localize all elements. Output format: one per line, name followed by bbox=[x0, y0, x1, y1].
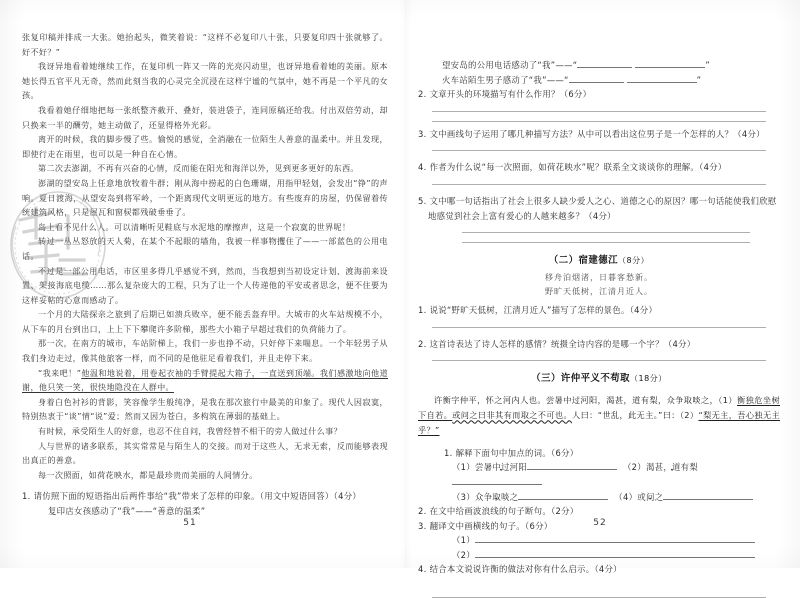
answer-blank[interactable] bbox=[518, 491, 608, 500]
translate-label: （2） bbox=[452, 549, 475, 560]
vocab-row bbox=[418, 460, 780, 489]
question-1-blank-row bbox=[418, 58, 780, 73]
question-number: 3. bbox=[418, 520, 427, 531]
question-1-blank-row bbox=[418, 73, 780, 88]
question-3 bbox=[418, 127, 780, 142]
answer-blank[interactable] bbox=[475, 534, 755, 543]
translate-row bbox=[418, 533, 780, 548]
paragraph: 每一次照面，如荷花映水，都是最珍贵而美丽的人间情分。 bbox=[38, 469, 258, 480]
question-4 bbox=[418, 160, 780, 175]
answer-rule[interactable] bbox=[432, 121, 766, 122]
blank-row-suffix: ” bbox=[705, 60, 710, 70]
question-2 bbox=[418, 87, 780, 102]
vocab-term: 或问之 bbox=[637, 491, 664, 502]
section-two-question-1 bbox=[418, 303, 780, 318]
underlined-clause-1: 衡独危坐树下自若。 bbox=[418, 394, 780, 420]
question-text: 翻译文中画横线的句子。（6分） bbox=[429, 520, 553, 531]
answer-rule[interactable] bbox=[432, 360, 766, 361]
question-text: 文中哪一句话指出了社会上很多人缺少爱人之心、道德之心的原因？哪一句话能使我们欣慰地感觉到社会上富有爱心的人越来越多？（4分） bbox=[428, 195, 777, 221]
section-three-label: （三）许仲平义不苟取 bbox=[531, 373, 631, 385]
answer-blank[interactable] bbox=[635, 59, 705, 68]
classical-chinese-passage bbox=[418, 393, 780, 438]
question-number: 5. bbox=[418, 195, 427, 206]
question-text: 文中画线句子运用了哪几种描写方法？从中可以看出这位男子是一个怎样的人？（4分） bbox=[429, 128, 765, 139]
section-three-heading bbox=[418, 370, 780, 384]
paragraph: 离开的时候，我的脚步慢了些。愉悦的感觉，全消融在一位陌生人善意的温柔中。并且发现，即使行走在雨里，也可以是一种自在心情。 bbox=[22, 134, 388, 159]
blank-row-prefix: 火车站陌生男子感动了“我”——“ bbox=[442, 74, 569, 85]
vocab-label: （1） bbox=[452, 462, 475, 473]
question-1-example: 复印店女孩感动了“我”——“善意的温柔” bbox=[48, 506, 206, 516]
vocab-label: （2） bbox=[622, 462, 646, 473]
question-text: 结合本文说说许衡的做法对你有什么启示。（4分） bbox=[429, 564, 622, 575]
poem-line: 移舟泊烟渚，日暮客愁新。 bbox=[545, 273, 653, 283]
passage-part: 人曰：“世乱，此无主。”曰：（2） bbox=[572, 409, 699, 420]
page-number-left: 51 bbox=[183, 518, 197, 528]
vocab-label: （4） bbox=[614, 491, 638, 502]
section-three-question-2 bbox=[418, 504, 780, 519]
section-three-question-1 bbox=[418, 446, 780, 461]
paragraph: 岛上看不见什么人。可以清晰听见鞋底与水泥地的摩擦声，这是一个寂寞的世界呢！ bbox=[38, 221, 351, 232]
paragraph: 一个月的大陆探亲之旅到了后期已如溃兵败卒，便不能丢盔弃甲。大城市的火车站规模不小，从下车的月台到出口，上上下下攀爬许多阶梯，那些大小箱子早超过我们的负荷能力了。 bbox=[22, 309, 388, 334]
vocab-term: 渴甚，道有梨 • bbox=[646, 462, 698, 473]
answer-blank[interactable] bbox=[452, 476, 542, 485]
answer-blank[interactable] bbox=[569, 74, 624, 83]
passage-part: 许衡字仲平，怀之河内人也。尝暑中过河阳，渴甚，道有梨，众争取啖之，（1） bbox=[434, 394, 738, 405]
answer-rule[interactable] bbox=[462, 242, 750, 243]
underlined-clause-2: “梨无主，吾心独无主乎？” bbox=[418, 409, 781, 435]
paragraph: 第二次去澎湖，不再有兴奋的心情，反而能在阳光和海洋以外，见到更多更好的东西。 bbox=[38, 163, 359, 174]
question-number: 1. bbox=[22, 491, 31, 502]
question-text: 这首诗表达了诗人怎样的感情？统摄全诗内容的是哪一个字？（4分） bbox=[429, 338, 696, 349]
translate-row bbox=[418, 548, 780, 563]
wavy-underlined-clause: 或问之曰非其有而取之不可也。 bbox=[452, 409, 573, 420]
paragraph: 张复印稿并排成一大张。她抬起头，微笑着说：“这样不必复印八十张，只要复印四十张就够了。好不好？” bbox=[22, 32, 388, 57]
blank-row-suffix: ” bbox=[696, 74, 702, 85]
right-page bbox=[400, 0, 800, 575]
section-two-heading bbox=[418, 252, 780, 266]
paragraph: 身着白色衬衫的背影，笑容像学生般纯净，是我在那次旅行中最美的印象了。现代人因寂寞，特别热衷于“谈”情“说”爱；然而又因为苍白，多构筑在薄弱的基础上。 bbox=[22, 396, 388, 422]
question-number: 3. bbox=[418, 128, 427, 139]
question-5 bbox=[418, 194, 780, 223]
paragraph: 有时候，承受陌生人的好意，也忍不住自问，我曾经替不相干的旁人做过什么事？ bbox=[38, 426, 342, 437]
question-number: 2. bbox=[418, 89, 427, 100]
section-three-question-4 bbox=[418, 562, 780, 577]
answer-rule[interactable] bbox=[432, 111, 766, 112]
vocab-term: 尝暑中过河阳 • bbox=[475, 462, 527, 473]
left-page bbox=[0, 0, 400, 568]
question-number: 2. bbox=[418, 338, 427, 349]
answer-rule[interactable] bbox=[432, 184, 766, 185]
paragraph: 我看着她仔细地把每一张纸整齐截开、叠好，装进袋子，连同原稿还给我。付出双倍劳动，却只换来一半的酬劳，她主动做了，还显得格外光彩。 bbox=[22, 104, 388, 130]
question-text: 作者为什么说“每一次照面，如荷花映水”呢？联系全文谈谈你的理解。（4分） bbox=[429, 162, 727, 173]
answer-rule[interactable] bbox=[432, 150, 766, 151]
page-number-right: 52 bbox=[593, 518, 607, 528]
question-text: 请仿照下面的短语指出后两件事给“我”带来了怎样的印象。（用文中短语回答）（4分） bbox=[33, 491, 362, 502]
question-text: 在文中给画波浪线的句子断句。（2分） bbox=[429, 506, 579, 517]
question-text: 说说“野旷天低树，江清月近人”描写了怎样的景色。（4分） bbox=[429, 305, 658, 316]
poem-line: 野旷天低树，江清月近人。 bbox=[545, 287, 653, 297]
question-1 bbox=[22, 489, 388, 504]
answer-blank[interactable] bbox=[475, 549, 755, 558]
paragraph: 澎湖的望安岛上任意地放牧着牛群；刚从海中捞起的白色珊瑚，用指甲轻划，会发出“铮”的声响。夏日渡海，从望安岛到将军岭，一个距离现代文明更远的地方。有些废弃的房屋，仍保留着传统建筑风格，只是屋瓦和窗棂都残破垂垂了。 bbox=[22, 177, 388, 218]
paragraph-with-underline bbox=[22, 366, 388, 395]
answer-rule[interactable] bbox=[462, 232, 750, 233]
vocab-term: 众争取啖之 • bbox=[475, 492, 518, 503]
vocab-label: （3） bbox=[452, 491, 475, 502]
paragraph: 我讶异地看着她继续工作，在复印机一阵又一阵的光亮闪动里，也讶异地看着她的美丽。原本她长得五官平凡无奇，然而此刻当我的心灵完全沉浸在这样宁谧的气氛中，她不再是一个平凡的女孩。 bbox=[22, 61, 388, 101]
answer-blank[interactable] bbox=[627, 74, 697, 83]
blank-row-prefix: 望安岛的公用电话感动了“我”——“ bbox=[442, 60, 578, 70]
question-number: 1. bbox=[418, 305, 427, 316]
paragraph: 那一次，在南方的城市，车站阶梯上，我们一步也挣不动，只好停下来喘息。一个年轻男子从我们身边走过，像其他旅客一样，而不同的是他驻足看着我们，并且走停下来。 bbox=[22, 338, 388, 364]
answer-rule[interactable] bbox=[432, 327, 766, 328]
answer-blank[interactable] bbox=[577, 59, 632, 68]
question-text: 解释下面句中加点的词。（6分） bbox=[455, 447, 579, 458]
question-number: 4. bbox=[418, 564, 427, 575]
section-three-score: （18分） bbox=[630, 374, 667, 384]
question-number: 1. bbox=[444, 447, 453, 458]
answer-blank[interactable] bbox=[663, 491, 753, 500]
section-two-question-2 bbox=[418, 337, 780, 352]
answer-blank[interactable] bbox=[527, 461, 617, 470]
paragraph: 转过一丛丛怒放的天人菊，在某个不起眼的墙角，我被一样事物攫住了——一部蓝色的公用电话。 bbox=[22, 236, 388, 261]
section-two-label: （二）宿建德江 bbox=[548, 255, 619, 267]
vocab-row bbox=[418, 490, 780, 505]
question-number: 2. bbox=[418, 506, 427, 517]
paragraph: 不过是一部公用电话，市区里多得几乎感觉不到，然而，当我想到当初设定计划、渡海前来设置、架接海底电缆……那么复杂庞大的工程，只为了让一个人传递他的平安或者思念，便不住要为这样妥帖的心意而感动了。 bbox=[22, 265, 388, 305]
translate-label: （1） bbox=[452, 535, 475, 546]
question-text: 文章开头的环境描写有什么作用？（6分） bbox=[429, 89, 592, 100]
paragraph: 人与世界的诸多联系，其实常常是与陌生人的交接。而对于这些人，无求无索，反而能够表现出真正的善意。 bbox=[22, 440, 388, 466]
question-number: 4. bbox=[418, 162, 427, 173]
dialogue-lead: “我来吧！” bbox=[38, 367, 82, 378]
section-two-score: （8分） bbox=[618, 256, 650, 266]
underlined-sentence: 他温和地说着，用卷起衣袖的手臂提起大箱子，一直送到顶端。我们感激地向他道谢，他只笑一笑，很快地隐没在人群中。 bbox=[22, 367, 388, 393]
